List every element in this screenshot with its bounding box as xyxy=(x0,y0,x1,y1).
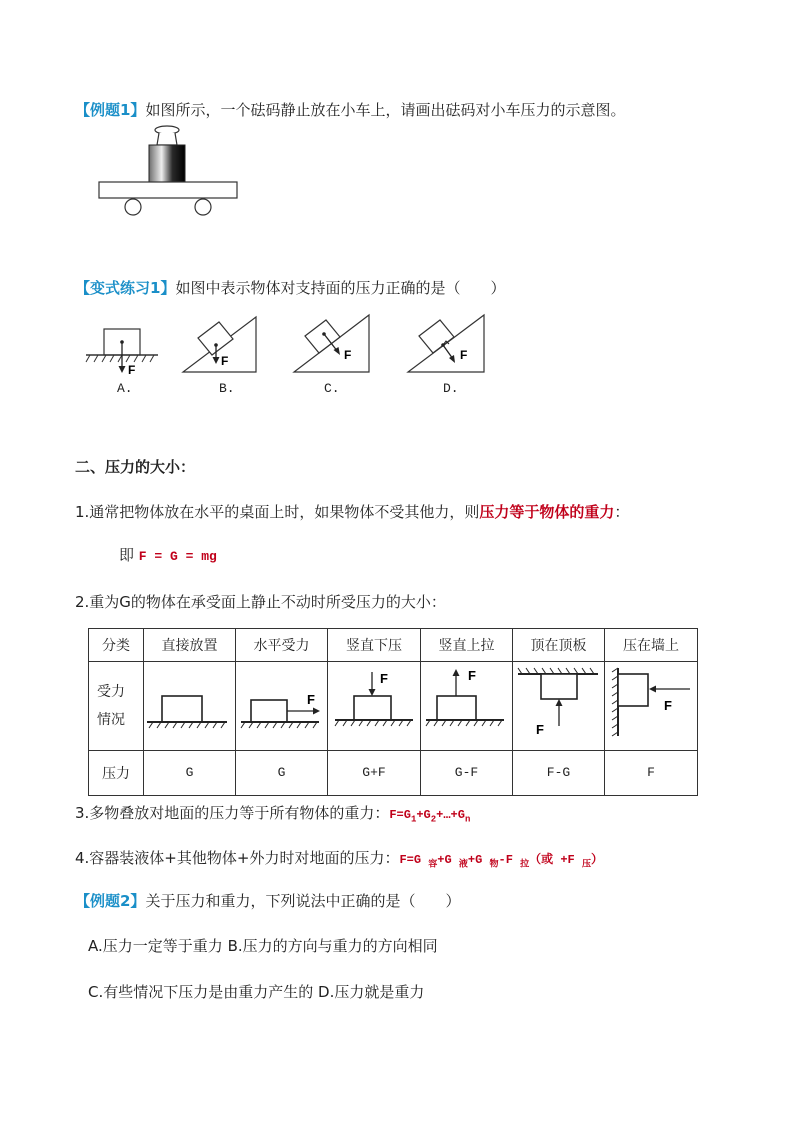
pressure-table xyxy=(88,628,698,796)
example2-option-c: C.有些情况下压力是由重力产生的 xyxy=(88,983,314,1001)
item1-line xyxy=(75,502,629,522)
horizontal-force-diagram xyxy=(237,664,327,744)
item3-p1: +G xyxy=(416,808,431,822)
force-label-line1: 受力 xyxy=(97,683,125,700)
item1-end: ： xyxy=(614,503,630,521)
option-a-label: A. xyxy=(117,381,133,396)
example1-text: 如图所示，一个砝码静止放在小车上，请画出砝码对小车压力的示意图。 xyxy=(145,101,626,119)
option-d-diagram xyxy=(408,315,484,372)
item3-f: F=G xyxy=(389,808,411,822)
item4-line xyxy=(75,848,603,874)
direct-placement-diagram xyxy=(145,664,235,744)
ceiling-diagram xyxy=(514,664,604,744)
cell-pull-up-diagram xyxy=(421,661,513,750)
variant1-line xyxy=(75,278,505,298)
example2-tag: 【例题2】 xyxy=(75,892,146,910)
cart-with-weight-figure xyxy=(95,122,245,220)
wall-diagram xyxy=(606,664,696,744)
item4-p5: ） xyxy=(590,853,603,867)
table-force-row-label xyxy=(89,661,144,750)
example2-text: 关于压力和重力，下列说法中正确的是（ ） xyxy=(145,892,461,910)
wall-force-label: F xyxy=(664,697,672,713)
pressure-pull-up: G-F xyxy=(421,750,513,795)
option-c-force-label: F xyxy=(344,348,352,362)
item4-p1: +G xyxy=(437,853,459,867)
cart-platform xyxy=(99,182,237,198)
cell-direct-diagram xyxy=(144,661,236,750)
item3-sub2: 2 xyxy=(430,814,437,825)
cart-wheel-left xyxy=(125,199,141,215)
example1-line xyxy=(75,100,625,120)
cell-wall-diagram xyxy=(605,661,698,750)
pressure-press-down: G+F xyxy=(328,750,421,795)
item1-highlight: 压力等于物体的重力 xyxy=(479,503,615,521)
example2-options-ab xyxy=(88,936,438,956)
example2-line xyxy=(75,891,460,911)
variant1-text: 如图中表示物体对支持面的压力正确的是（ ） xyxy=(175,279,506,297)
pressure-options-figure xyxy=(80,305,500,400)
example2-option-a: A.压力一定等于重力 xyxy=(88,937,223,955)
cell-ceiling-diagram xyxy=(513,661,605,750)
table-header-horizontal: 水平受力 xyxy=(236,629,328,662)
variant1-tag: 【变式练习1】 xyxy=(75,279,176,297)
pressure-ceiling: F-G xyxy=(513,750,605,795)
item3-line xyxy=(75,803,470,829)
weight-knob xyxy=(155,126,179,134)
item1-text: 1.通常把物体放在水平的桌面上时，如果物体不受其他力，则 xyxy=(75,503,480,521)
item4-sub-wu: 物 xyxy=(489,859,499,870)
pressure-wall: F xyxy=(605,750,698,795)
item4-sub-rong: 容 xyxy=(428,859,438,870)
item4-sub-ye: 液 xyxy=(458,859,468,870)
cell-horizontal-diagram xyxy=(236,661,328,750)
item3-text: 3.多物叠放对地面的压力等于所有物体的重力： xyxy=(75,804,390,822)
item1-formula-line xyxy=(119,545,217,567)
ceiling-force-label: F xyxy=(535,721,544,737)
section2-title: 二、压力的大小： xyxy=(75,458,196,476)
item4-p3: -F xyxy=(498,853,521,867)
cart-wheel-right xyxy=(195,199,211,215)
item4-p4: （或 +F xyxy=(529,853,582,867)
pull-up-force-label: F xyxy=(467,667,476,683)
item4-p2: +G xyxy=(467,853,490,867)
table-header-wall: 压在墙上 xyxy=(605,629,698,662)
item2-text: 2.重为G的物体在承受面上静止不动时所受压力的大小： xyxy=(75,593,446,611)
force-label-line2: 情况 xyxy=(97,711,125,728)
table-header-press-down: 竖直下压 xyxy=(328,629,421,662)
option-b-diagram xyxy=(183,317,256,372)
item3-formula xyxy=(389,808,471,825)
table-header-pull-up: 竖直上拉 xyxy=(421,629,513,662)
weight-body xyxy=(149,145,185,182)
table-header-category: 分类 xyxy=(89,629,144,662)
table-pressure-row xyxy=(89,750,698,795)
option-c-label: C. xyxy=(324,381,340,396)
horizontal-force-label: F xyxy=(306,691,315,707)
item4-formula xyxy=(399,853,603,870)
table-header-ceiling: 顶在顶板 xyxy=(513,629,605,662)
example2-options-cd xyxy=(88,982,424,1002)
option-c-diagram xyxy=(294,315,369,372)
example1-tag: 【例题1】 xyxy=(75,101,146,119)
item4-sub-ya: 压 xyxy=(581,859,591,870)
item1-formula-prefix: 即 xyxy=(119,546,135,564)
press-down-force-label: F xyxy=(380,670,388,686)
option-b-label: B. xyxy=(219,381,235,396)
table-pressure-row-label: 压力 xyxy=(89,750,144,795)
item3-p2: +…+G xyxy=(436,808,465,822)
option-d-force-label: F xyxy=(460,348,468,362)
table-header-row xyxy=(89,629,698,662)
option-a-force-label: F xyxy=(128,363,136,377)
item3-sub1: 1 xyxy=(410,814,417,825)
item3-subn: n xyxy=(464,814,471,825)
option-d-label: D. xyxy=(443,381,459,396)
press-down-diagram xyxy=(329,664,419,744)
item4-f: F=G xyxy=(399,853,429,867)
option-a-diagram xyxy=(86,329,158,377)
table-header-direct: 直接放置 xyxy=(144,629,236,662)
example2-option-d: D.压力就是重力 xyxy=(318,983,425,1001)
item1-formula: F = G = mg xyxy=(138,549,217,564)
cell-press-down-diagram xyxy=(328,661,421,750)
weight-neck xyxy=(157,133,177,145)
item4-sub-la: 拉 xyxy=(520,859,530,870)
pressure-horizontal: G xyxy=(236,750,328,795)
table-force-row xyxy=(89,661,698,750)
pull-up-diagram xyxy=(422,664,512,744)
pressure-direct: G xyxy=(144,750,236,795)
item4-text: 4.容器装液体+其他物体+外力时对地面的压力： xyxy=(75,849,400,867)
option-b-force-label: F xyxy=(221,354,229,368)
example2-option-b: B.压力的方向与重力的方向相同 xyxy=(227,937,438,955)
